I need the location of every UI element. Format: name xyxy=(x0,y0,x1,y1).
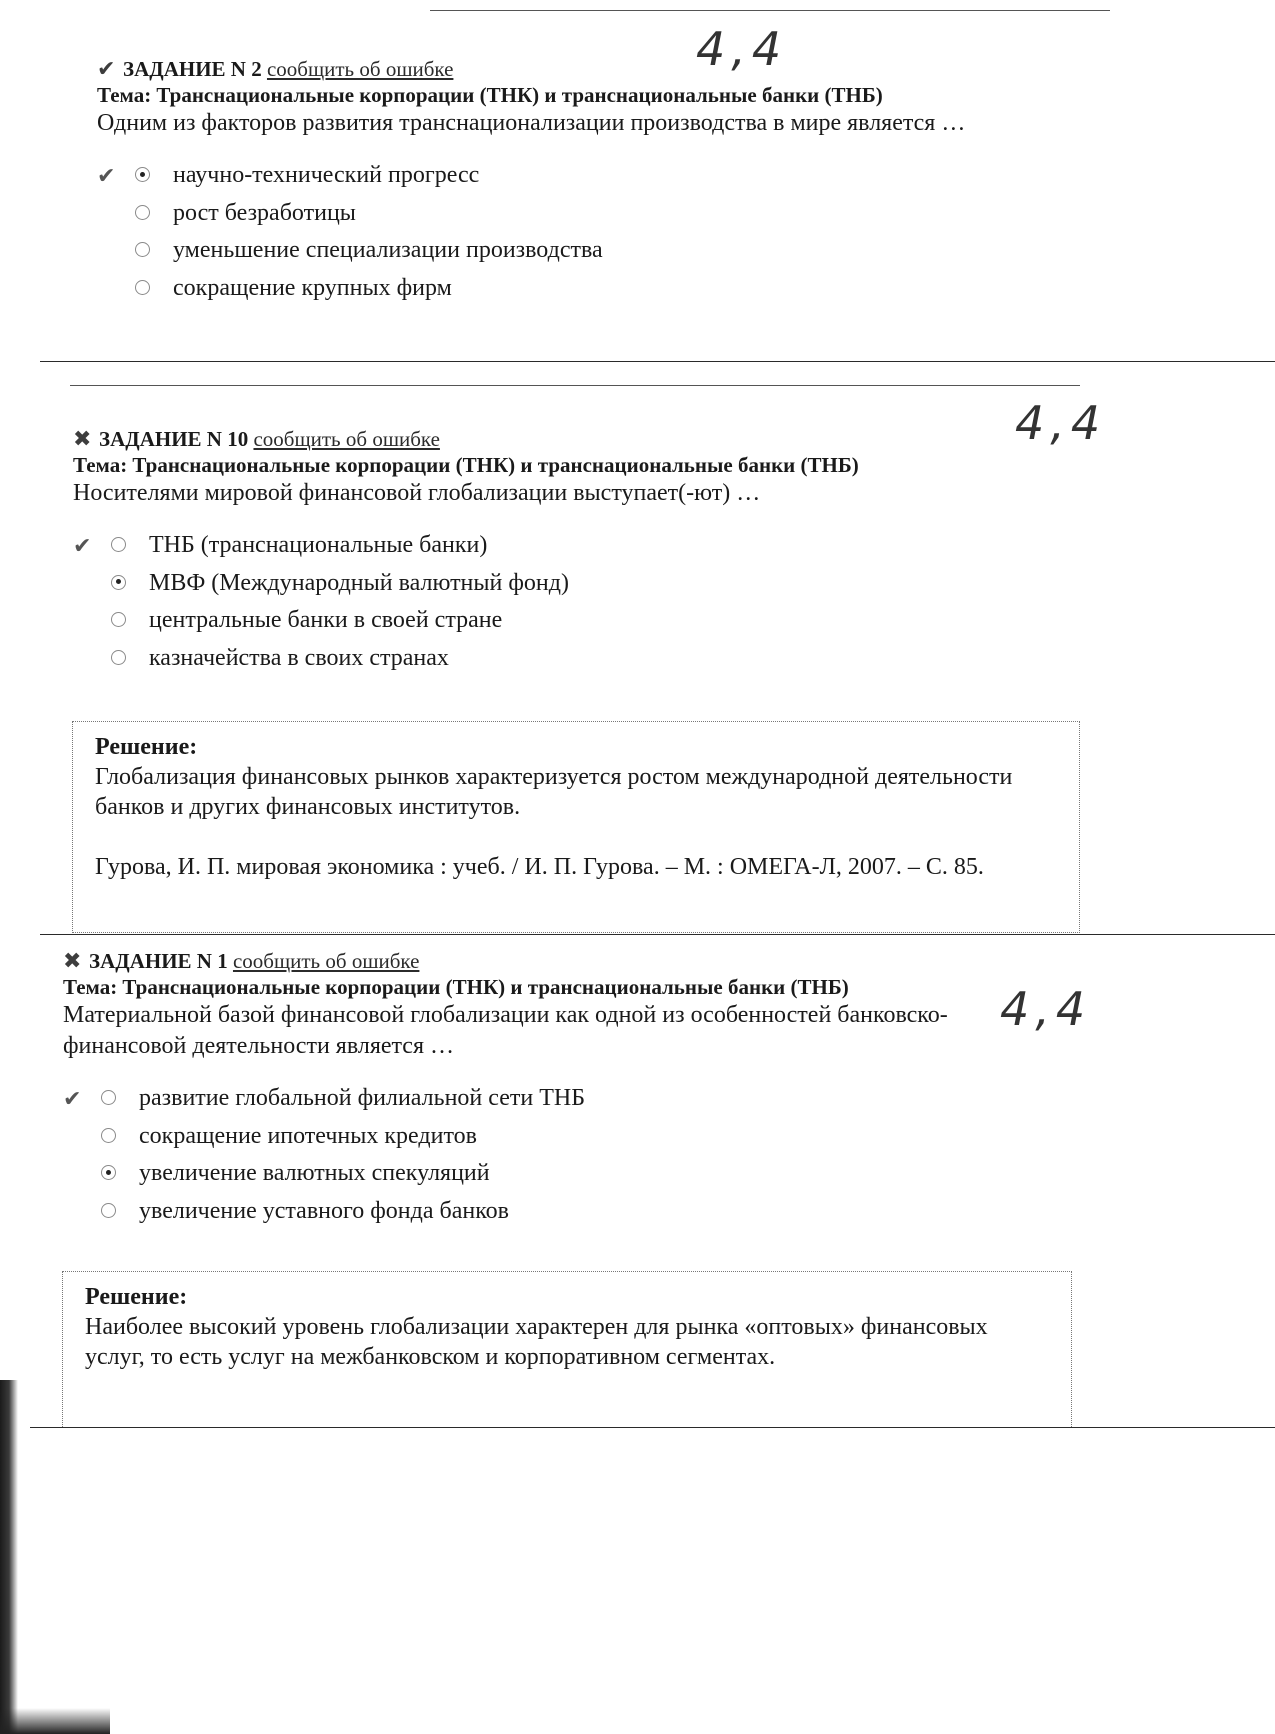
task-header xyxy=(97,56,1177,82)
task-question: Одним из факторов развития транснационализации производства в мире является … xyxy=(97,110,966,136)
radio-button[interactable] xyxy=(135,280,150,295)
radio-button[interactable] xyxy=(111,650,126,665)
answer-option[interactable]: сокращение ипотечных кредитов xyxy=(101,1118,1123,1156)
answer-option[interactable]: уменьшение специализации производства xyxy=(135,232,1177,270)
top-rule xyxy=(430,10,1110,11)
divider xyxy=(30,1427,1275,1428)
cross-icon: ✖ xyxy=(73,426,92,451)
task-question: Материальной базой финансовой глобализации как одной из особенностей банковско-финансовой деятельности является … xyxy=(63,1002,948,1059)
checkmark-icon: ✔ xyxy=(97,56,116,81)
task-card xyxy=(63,948,1123,1230)
correct-answer-checkmark-icon: ✔ xyxy=(97,163,116,188)
answer-options xyxy=(73,527,1133,677)
radio-button-selected[interactable] xyxy=(135,167,150,182)
solution-box xyxy=(72,721,1080,933)
solution-reference: Гурова, И. П. мировая экономика : учеб. / И. П. Гурова. – М. : ОМЕГА-Л, 2007. – С. 85. xyxy=(95,854,984,880)
correct-answer-checkmark-icon: ✔ xyxy=(63,1086,82,1111)
scan-edge-shadow xyxy=(0,1380,18,1734)
solution-text: Глобализация финансовых рынков характеризуется ростом международной деятельности банков и других финансовых институтов. xyxy=(95,764,1013,820)
task-number: ЗАДАНИЕ N 1 xyxy=(89,949,228,973)
answer-option[interactable]: ✔ развитие глобальной филиальной сети ТНБ xyxy=(101,1080,1123,1118)
cross-icon: ✖ xyxy=(63,948,82,973)
report-error-link[interactable]: сообщить об ошибке xyxy=(253,427,440,451)
divider xyxy=(40,934,1275,935)
task-card xyxy=(73,426,1133,677)
handwritten-score: 4,4 xyxy=(696,22,788,76)
task-card xyxy=(97,56,1177,307)
task-topic: Тема: Транснациональные корпорации (ТНК) и транснациональные банки (ТНБ) xyxy=(97,83,883,107)
radio-button-selected[interactable] xyxy=(111,575,126,590)
correct-answer-checkmark-icon: ✔ xyxy=(73,533,92,558)
answer-option[interactable]: казначейства в своих странах xyxy=(111,640,1133,678)
task-topic: Тема: Транснациональные корпорации (ТНК) и транснациональные банки (ТНБ) xyxy=(73,453,859,477)
handwritten-score: 4,4 xyxy=(1015,396,1107,450)
radio-button-selected[interactable] xyxy=(101,1165,116,1180)
radio-button[interactable] xyxy=(101,1203,116,1218)
answer-option[interactable]: ✔ научно-технический прогресс xyxy=(135,157,1177,195)
report-error-link[interactable]: сообщить об ошибке xyxy=(266,57,454,81)
answer-options xyxy=(97,157,1177,307)
handwritten-score: 4,4 xyxy=(1000,982,1092,1036)
report-error-link[interactable]: сообщить об ошибке xyxy=(232,949,420,973)
divider xyxy=(70,385,1080,386)
task-header xyxy=(73,426,1133,452)
divider xyxy=(40,361,1275,362)
radio-button[interactable] xyxy=(111,612,126,627)
answer-option[interactable]: МВФ (Международный валютный фонд) xyxy=(111,565,1133,603)
answer-option[interactable]: ✔ ТНБ (транснациональные банки) xyxy=(111,527,1133,565)
solution-text: Наиболее высокий уровень глобализации характерен для рынка «оптовых» финансовых услуг, то есть услуг на межбанковском и корпоративном сегментах. xyxy=(85,1314,988,1370)
solution-title: Решение: xyxy=(95,734,198,760)
answer-option[interactable]: увеличение валютных спекуляций xyxy=(101,1155,1123,1193)
task-number: ЗАДАНИЕ N 2 xyxy=(123,57,262,81)
task-question: Носителями мировой финансовой глобализации выступает(-ют) … xyxy=(73,480,761,506)
answer-option[interactable]: сокращение крупных фирм xyxy=(135,270,1177,308)
solution-title: Решение: xyxy=(85,1284,188,1310)
answer-option[interactable]: увеличение уставного фонда банков xyxy=(101,1193,1123,1231)
radio-button[interactable] xyxy=(135,205,150,220)
radio-button[interactable] xyxy=(111,537,126,552)
task-number: ЗАДАНИЕ N 10 xyxy=(99,427,249,451)
task-topic: Тема: Транснациональные корпорации (ТНК) и транснациональные банки (ТНБ) xyxy=(63,975,849,999)
answer-option[interactable]: центральные банки в своей стране xyxy=(111,602,1133,640)
scan-corner-shadow xyxy=(0,1708,110,1734)
answer-options xyxy=(63,1080,1123,1230)
radio-button[interactable] xyxy=(135,242,150,257)
task-header xyxy=(63,948,1123,974)
solution-box xyxy=(62,1271,1072,1427)
radio-button[interactable] xyxy=(101,1128,116,1143)
radio-button[interactable] xyxy=(101,1090,116,1105)
answer-option[interactable]: рост безработицы xyxy=(135,195,1177,233)
